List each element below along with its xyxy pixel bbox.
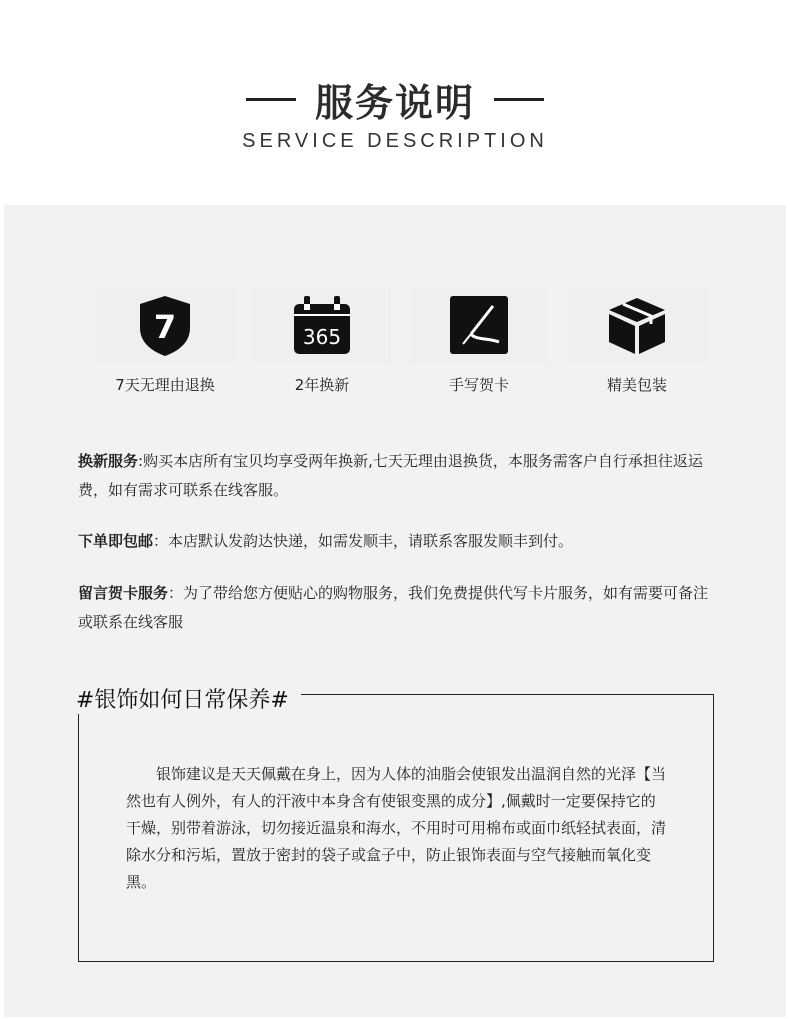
icon-label: 2年换新 xyxy=(294,376,350,394)
svg-text:365: 365 xyxy=(302,325,342,349)
service-title: 换新服务 xyxy=(78,452,139,470)
icon-label: 7天无理由退换 xyxy=(115,376,215,394)
shield-7-icon xyxy=(135,294,195,358)
service-text: 本店默认发韵达快递，如需发顺丰，请联系客服发顺丰到付。 xyxy=(168,532,574,550)
page-subtitle: SERVICE DESCRIPTION xyxy=(242,130,548,152)
care-title: #银饰如何日常保养# xyxy=(76,683,301,714)
service-text: 购买本店所有宝贝均享受两年换新,七天无理由退换货，本服务需客户自行承担往返运费，如有需求可联系在线客服。 xyxy=(78,452,703,499)
icon-item-return xyxy=(96,288,234,398)
service-text: 为了带给您方便贴心的购物服务，我们免费提供代写卡片服务，如有需要可备注或联系在线客服 xyxy=(78,584,709,631)
svg-text:7: 7 xyxy=(153,308,177,346)
icon-label: 精美包装 xyxy=(606,376,667,394)
icon-box xyxy=(253,288,391,364)
service-sep: ： xyxy=(153,532,169,550)
service-icons xyxy=(96,288,706,398)
service-title: 留言贺卡服务 xyxy=(78,584,169,602)
title-left-rule xyxy=(246,98,296,101)
page-header xyxy=(0,0,790,205)
icon-box xyxy=(96,288,234,364)
icon-box xyxy=(410,288,548,364)
icon-item-package xyxy=(568,288,706,398)
icon-box xyxy=(568,288,706,364)
service-shipping xyxy=(78,527,718,556)
page-title: 服务说明 xyxy=(314,81,475,125)
service-sep: ： xyxy=(168,584,184,602)
icon-item-card xyxy=(410,288,548,398)
title-right-rule xyxy=(494,98,544,101)
service-renew xyxy=(78,447,718,505)
pen-card-icon xyxy=(449,294,509,358)
service-panel xyxy=(4,205,786,1017)
package-box-icon xyxy=(607,294,667,358)
care-text: 银饰建议是天天佩戴在身上，因为人体的油脂会使银发出温润自然的光泽【当然也有人例外，有人的汗液中本身含有使银变黑的成分】,佩戴时一定要保持它的干燥，别带着游泳，切勿接近温泉和海水，不用时可用棉布或面巾纸轻拭表面，清除水分和污垢，置放于密封的袋子或盒子中，防止银饰表面与空气接触而氧化变黑。 xyxy=(126,765,667,891)
service-card xyxy=(78,579,718,637)
title-row xyxy=(0,72,790,127)
icon-label: 手写贺卡 xyxy=(448,376,509,394)
service-title: 下单即包邮 xyxy=(78,532,154,550)
service-sep: : xyxy=(138,452,144,470)
calendar-365-icon xyxy=(292,294,352,358)
icon-item-renew xyxy=(253,288,391,398)
